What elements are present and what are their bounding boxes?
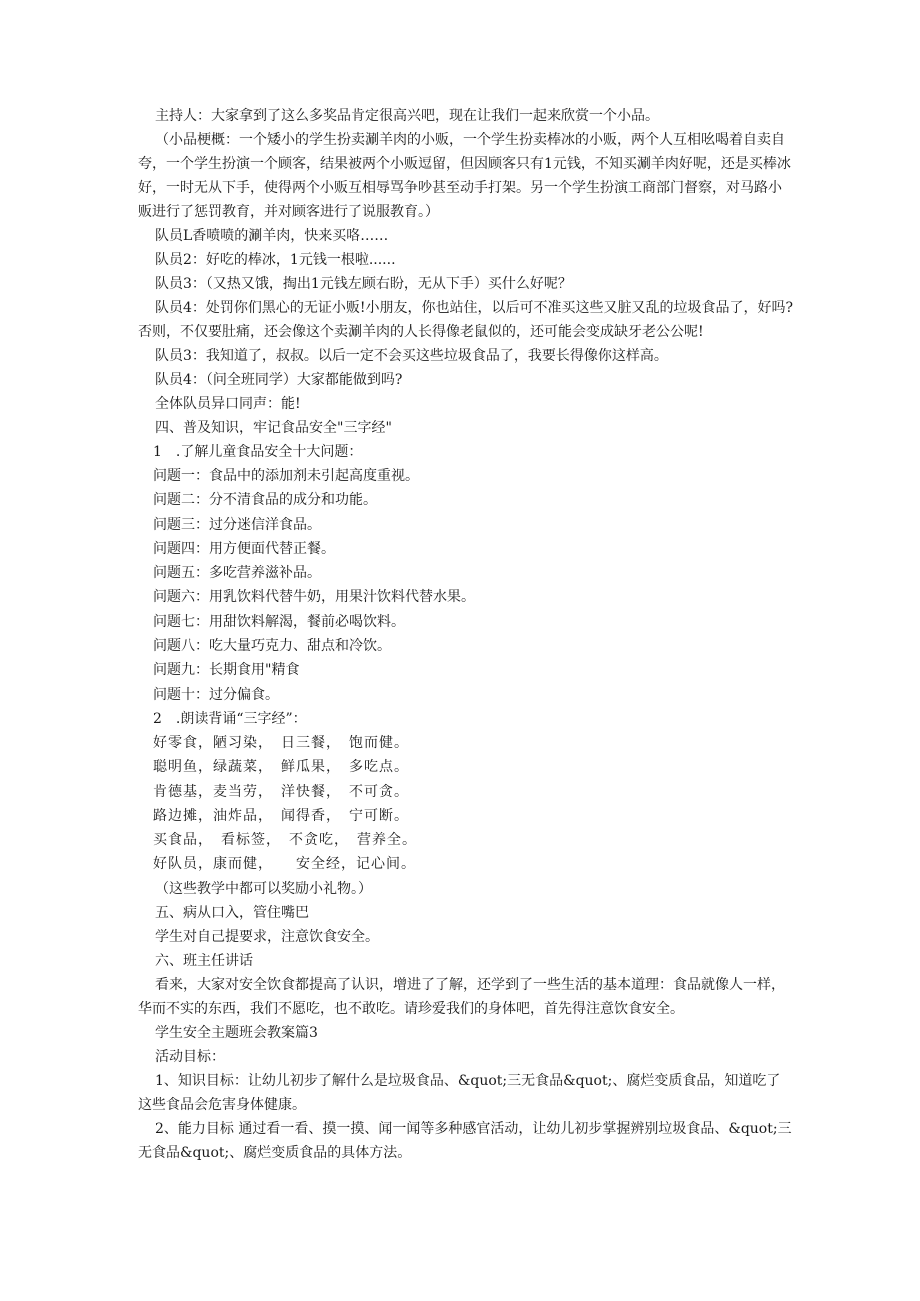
paragraph-host-intro: 主持人：大家拿到了这么多奖品肯定很高兴吧，现在让我们一起来欣赏一个小品。 bbox=[155, 108, 659, 124]
list-item: 问题十：过分偏食。 bbox=[153, 686, 279, 703]
subheading-problems: 1 .了解儿童食品安全十大问题： bbox=[153, 444, 363, 460]
paragraph-member-1: 队员L香喷喷的涮羊肉，快来买咯…… bbox=[155, 228, 389, 244]
poem-line: 路边摊，油炸品， 闻得香， 宁可断。 bbox=[153, 807, 409, 824]
paragraph-skit-summary: （小品梗概：一个矮小的学生扮卖涮羊肉的小贩，一个学生扮卖棒冰的小贩，两个人互相吆喝着自卖自夸，一个学生扮演一个顾客，结果被两个小贩逗留，但因顾客只有1元钱，不知买涮羊肉好呢，还是买棒冰好，一时无从下手，使得两个小贩互相辱骂争吵甚至动手打架。另一个学生扮演工商部门督察，对马路小贩进行了惩罚教育，并对顾客进行了说服教育。） bbox=[138, 132, 791, 220]
paragraph-member-4-ask: 队员4：（问全班同学）大家都能做到吗? bbox=[155, 372, 403, 388]
paragraph-member-2: 队员2：好吃的棒冰，1元钱一根啦...... bbox=[155, 252, 396, 268]
paragraph-activity-goals: 活动目标： bbox=[155, 1048, 225, 1065]
paragraph-teacher-speech: 看来，大家对安全饮食都提高了认识，增进了了解，还学到了一些生活的基本道理：食品就像人一样，华而不实的东西，我们不愿吃，也不敢吃。请珍爱我们的身体吧，首先得注意饮食安全。 bbox=[138, 976, 785, 1017]
paragraph-member-4: 队员4：处罚你们黑心的无证小贩!小朋友，你也站住，以后可不准买这些又脏又乱的垃圾食品了，好吗?否则，不仅要肚痛，还会像这个卖涮羊肉的人长得像老鼠似的，还可能会变成缺牙老公公呢! bbox=[138, 300, 794, 340]
poem-line: 肯德基，麦当劳， 洋快餐， 不可贪。 bbox=[153, 783, 409, 800]
paragraph-all-answer: 全体队员异口同声：能! bbox=[155, 396, 301, 412]
poem-line: 买食品， 看标签， 不贪吃， 营养全。 bbox=[153, 832, 417, 849]
paragraph-knowledge-goal: 1、知识目标：让幼儿初步了解什么是垃圾食品、&quot;三无食品&quot;、腐烂变质食品，知道吃了这些食品会危害身体健康。 bbox=[138, 1072, 781, 1113]
list-item: 问题二：分不清食品的成分和功能。 bbox=[153, 492, 377, 509]
problem-list bbox=[138, 464, 794, 707]
list-item: 问题一：食品中的添加剂未引起高度重视。 bbox=[153, 468, 419, 484]
poem-line: 好队员，康而健， 安全经，记心间。 bbox=[153, 856, 416, 873]
paragraph-member-3-reply: 队员3：我知道了，叔叔。以后一定不会买这些垃圾食品了，我要长得像你这样高。 bbox=[155, 348, 668, 364]
poem-line: 好零食，陋习染， 日三餐， 饱而健。 bbox=[153, 734, 409, 751]
list-item: 问题八：吃大量巧克力、甜点和冷饮。 bbox=[153, 638, 391, 655]
paragraph-student-requirement: 学生对自己提要求，注意饮食安全。 bbox=[155, 928, 379, 945]
section-heading-6: 六、班主任讲话 bbox=[155, 952, 253, 969]
paragraph-member-3: 队员3：（又热又饿，掏出1元钱左顾右盼，无从下手）买什么好呢？ bbox=[155, 276, 572, 292]
document-section-title: 学生安全主题班会教案篇3 bbox=[155, 1024, 318, 1041]
list-item: 问题六：用乳饮料代替牛奶，用果汁饮料代替水果。 bbox=[153, 589, 475, 606]
paragraph-reward-note: （这些教学中都可以奖励小礼物。） bbox=[155, 880, 372, 897]
document-body bbox=[138, 104, 794, 1165]
list-item: 问题九：长期食用"精食 bbox=[153, 662, 300, 679]
list-item: 问题七：用甜饮料解渴，餐前必喝饮料。 bbox=[153, 613, 405, 630]
list-item: 问题三：过分迷信洋食品。 bbox=[153, 516, 321, 533]
poem-block bbox=[138, 731, 794, 877]
list-item: 问题五：多吃营养滋补品。 bbox=[153, 565, 321, 582]
section-heading-5: 五、病从口入，管住嘴巴 bbox=[155, 904, 309, 921]
subheading-recite: 2 .朗读背诵“三字经”： bbox=[153, 710, 307, 727]
list-item: 问题四：用方便面代替正餐。 bbox=[153, 540, 335, 557]
section-heading-4: 四、普及知识，牢记食品安全"三字经" bbox=[155, 420, 392, 436]
paragraph-ability-goal: 2、能力目标 通过看一看、摸一摸、闻一闻等多种感官活动，让幼儿初步掌握辨别垃圾食品、&quot;三无食品&quot;、腐烂变质食品的具体方法。 bbox=[138, 1120, 792, 1161]
poem-line: 聪明鱼，绿蔬菜， 鲜瓜果， 多吃点。 bbox=[153, 759, 409, 776]
